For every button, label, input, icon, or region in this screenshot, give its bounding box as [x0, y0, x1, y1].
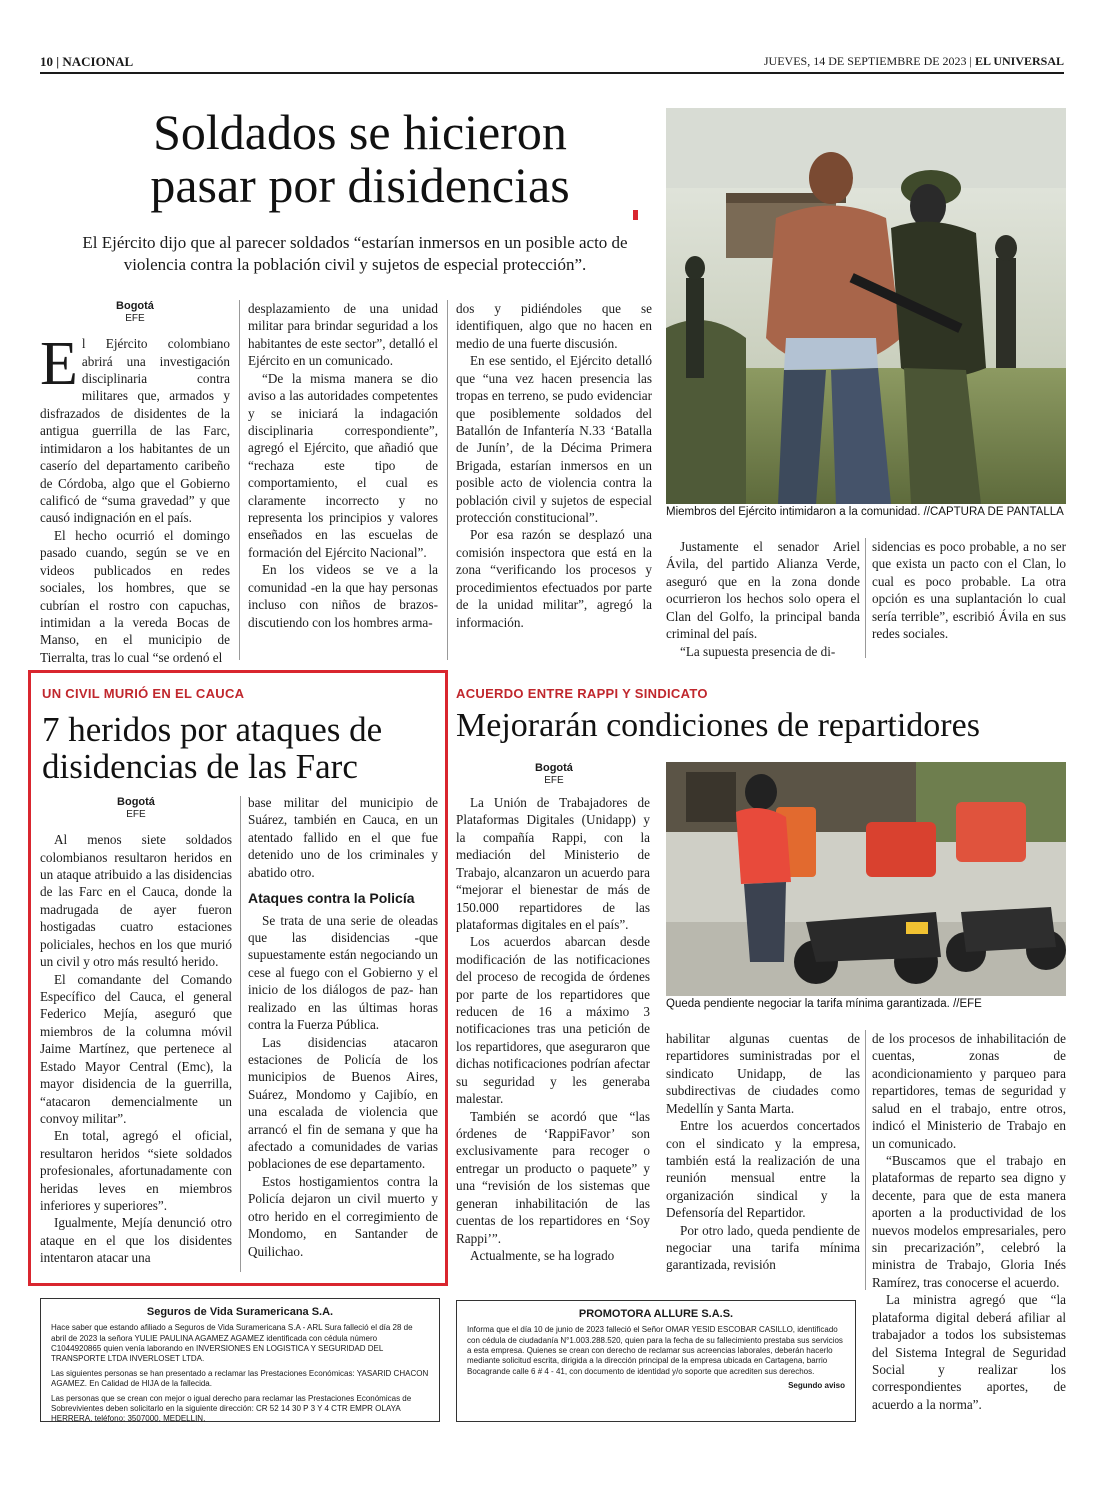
main-paragraph-10: “La supuesta presencia de di-: [680, 643, 836, 659]
main-paragraph-2: El hecho ocurrió el domingo pasado cuando, según se ve en videos publicados en redes sociales, los hombres, que se cubrían el rostro con capuchas, intimidan a la vereda Bocas de Manso, en el municipio de Tierralta, tras lo cual “se ordenó el: [40, 527, 230, 665]
column-rule: [240, 796, 241, 1272]
cauca-subhead: Ataques contra la Policía: [248, 890, 415, 907]
caption-credit: //EFE: [953, 998, 982, 1010]
main-headline-line2: pasar por disidencias: [150, 156, 570, 213]
main-col-3: [456, 300, 652, 631]
cauca-paragraph-1: Al menos siete soldados colombianos resultaron heridos en un ataque atribuido a las disidencias de las Farc en el Cauca, donde la madrugada de ayer fueron hostigadas cuatro estaciones policiales, hechos en los que murió un civil y otro más resultó herido.: [40, 832, 232, 970]
soldiers-photo: [666, 108, 1066, 504]
column-rule: [239, 300, 240, 660]
rappi-paragraph-4: Actualmente, se ha logrado: [470, 1247, 615, 1263]
delivery-photo-illustration: [666, 762, 1066, 996]
ad-left-p3: Las personas que se crean con mejor o igual derecho para reclamar las Prestaciones Económicas de Sobrevivientes deben solicitarlo en la siguiente dirección: CR 52 14 30 P 3 Y 4 CTR EMPR OLAYA HERRERA, teléfono: 3507000, MEDELLIN.: [51, 1393, 412, 1424]
rappi-byline: [456, 762, 652, 787]
main-paragraph-5: En los videos se ve a la comunidad -en la que hay personas incluso con niños de brazos- discutiendo con los hombres arma-: [248, 562, 438, 630]
rappi-paragraph-6: Entre los acuerdos concertados con el sindicato y la empresa, también está la realización de una reunión mensual entre la organización sindical y la Defensoría del Repartidor.: [666, 1118, 860, 1221]
date: JUEVES, 14 DE SEPTIEMBRE DE 2023 |: [763, 54, 972, 68]
main-headline: [60, 106, 660, 211]
cauca-paragraph-5: base militar del municipio de Suárez, también en Cauca, en un atentado fallido en el que fue detenido uno de los criminales y abatido otro.: [248, 795, 438, 880]
rappi-agency: EFE: [544, 775, 564, 787]
cauca-headline-line1: 7 heridos por ataques de: [42, 710, 383, 749]
main-paragraph-9: Justamente el senador Ariel Ávila, del partido Alianza Verde, aseguró que en la zona donde ocurrieron los hechos solo opera el Clan del Golfo, la principal banda criminal del país.: [666, 539, 860, 642]
main-dateline: Bogotá: [116, 300, 154, 312]
main-paragraph-4: “De la misma manera se dio aviso a las autoridades competentes y se iniciará la indagación disciplinaria correspondiente”, agregó el Ejército, que añadió que “rechaza este tipo de comportamiento, el cual es claramente incorrecto y no representa los principios y valores enseñados en las escuelas de formación del Ejército Nacional”.: [248, 370, 438, 560]
main-paragraph-1: [40, 330, 230, 527]
caption-text: Miembros del Ejército intimidaron a la comunidad.: [666, 506, 921, 518]
rappi-paragraph-8: de los procesos de inhabilitación de cuentas, zonas de acondicionamiento y parqueo para repartidores, temas de seguridad y salud en el trabajo, entre otros, indicó el Ministerio de Trabajo en un comunicado.: [872, 1031, 1066, 1151]
main-headline-line1: Soldados se hicieron: [153, 104, 567, 160]
cauca-paragraph-6: Se trata de una serie de oleadas que las disidencias -que supuestamente están negociando un cese al fuego con el Gobierno y el inicio de los diálogos de paz- han realizado en las últimas horas contra la Fuerza Pública.: [248, 912, 438, 1033]
rappi-col-1: [456, 794, 650, 1264]
ad-right-footer: Segundo aviso: [788, 1381, 845, 1391]
soldiers-photo-illustration: [666, 108, 1066, 504]
main-paragraph-11: sidencias es poco probable, a no ser que exista un pacto con el Clan, lo cual es poco probable. La otra opción es una suplantación lo cual sería terrible”, escribió Ávila en sus redes sociales.: [872, 539, 1066, 642]
column-rule: [865, 1030, 866, 1290]
rappi-paragraph-7: Por otro lado, queda pendiente de negociar una tarifa mínima garantizada, revisión: [666, 1222, 860, 1273]
red-accent-mark: [633, 210, 638, 220]
caption-text: Queda pendiente negociar la tarifa mínima garantizada.: [666, 998, 950, 1010]
cauca-agency: EFE: [126, 809, 146, 821]
rappi-paragraph-9: “Buscamos que el trabajo en plataformas de reparto sea digno y decente, para que de esta manera aporten a la productividad de los nuevos modelos empresariales, pero sin precarización”, celebró la ministra de Trabajo, Gloria Inés Ramírez, tras conocerse el acuerdo.: [872, 1152, 1066, 1290]
rappi-dateline: Bogotá: [535, 762, 573, 774]
main-col-4: [666, 538, 860, 660]
rappi-paragraph-3: También se acordó que “las órdenes de ‘RappiFavor’ son exclusivamente para recoger o entregar un producto o paquete” y una “revisión de los sistemas que generan inhabilitación de las cuentas de los repartidores en ‘Soy Rappi’”.: [456, 1108, 650, 1246]
cauca-col-2: [248, 794, 438, 1260]
column-rule: [447, 300, 448, 660]
main-paragraph-3: desplazamiento de una unidad militar para brindar seguridad a los habitantes de este sector”, detalló el Ejército en un comunicado.: [248, 301, 438, 369]
main-agency: EFE: [125, 313, 145, 325]
page-header: [40, 52, 1064, 74]
ad-right-body: Informa que el día 10 de junio de 2023 falleció el Señor OMAR YESID ESCOBAR CASILLO, identificado con cédula de ciudadanía N°1.003.288.520, quien para la fecha de su fallecimiento prestaba sus servicios a esta empresa. Quienes se crean con derecho de reclamar sus acreencias laborales, deberán hacerlo mediante solicitud escrita, dirigida a la dirección principal de la empresa ubicada en Cartagena, barrio Bocagrande calle 6 # 4 - 41, con documento de identidad y/o soporte que acrediten sus derechos.: [467, 1325, 843, 1376]
cauca-paragraph-7: Las disidencias atacaron estaciones de Policía de los municipios de Buenos Aires, Suárez, Mondomo y Cajibío, en una escalada de violencia que arrancó el fin de semana y que ha afectado a comunidades de varias poblaciones de ese departamento.: [248, 1034, 438, 1172]
cauca-paragraph-3: En total, agregó el oficial, resultaron heridos “siete soldados profesionales, afortunadamente con heridas leves en miembros inferiores y superiores”.: [40, 1128, 232, 1214]
main-col-2: [248, 300, 438, 631]
ad-promotora-allure: [456, 1300, 856, 1422]
main-col-1: [40, 300, 230, 666]
rappi-col-2: [666, 1030, 860, 1274]
ad-left-p2: Las siguientes personas se han presentado a reclamar las Prestaciones Económicas: YASARID CHACON AGAMEZ. En Calidad de HIJA de la fallecida.: [51, 1368, 429, 1389]
paper-name: EL UNIVERSAL: [974, 54, 1064, 68]
cauca-col-1: [40, 796, 232, 1267]
main-paragraph-1-text: l Ejército colombiano abrirá una investigación disciplinaria contra militares que, armados y disfrazados de disidentes de la antigua guerrilla de las Farc, intimidaron a los habitantes de un caserío del departamento caribeño de Córdoba, algo que el Gobierno calificó de “suma gravedad” y que causó indignación en el país.: [40, 336, 230, 526]
main-deck: El Ejército dijo que al parecer soldados “estarían inmersos en un posible acto de violencia contra la población civil y sujetos de especial protección”.: [82, 233, 628, 275]
main-byline: [40, 300, 230, 325]
main-paragraph-7: En ese sentido, el Ejército detalló que “una vez hacen presencia las tropas en terreno, se pudo evidenciar que posiblemente soldados del Batallón de Infantería N.33 ‘Batalla de Junín’, de la Décima Primera Brigada, estarían inmersos en un posible acto de violencia contra la población civil y sujetos de especial protección constitucional”.: [456, 353, 652, 526]
ad-right-title: PROMOTORA ALLURE S.A.S.: [578, 1308, 734, 1320]
column-rule: [865, 538, 866, 658]
delivery-photo-caption: [666, 998, 1066, 1010]
cauca-byline: [40, 796, 232, 821]
rappi-paragraph-5: habilitar algunas cuentas de repartidores suministradas por el sindicato Unidapp, de las subdirectivas de ciudades como Medellín y Santa Marta.: [666, 1031, 860, 1116]
cauca-headline-line2: disidencias de las Farc: [42, 746, 358, 786]
dropcap: E: [40, 330, 78, 399]
rappi-headline: Mejorarán condiciones de repartidores: [456, 707, 980, 744]
cauca-paragraph-4: Igualmente, Mejía denunció otro ataque en el que los disidentes intentaron atacar una: [40, 1215, 232, 1266]
rappi-paragraph-2: Los acuerdos abarcan desde modificación de las notificaciones del proceso de recogida de órdenes por parte de los repartidores que reducen de 16 a máximo 3 notificaciones tras una petición de los repartidores, que aseguraron que dichas notificaciones podrían afectar su seguridad y les generaba malestar.: [456, 934, 650, 1107]
ad-left-title: Seguros de Vida Suramericana S.A.: [146, 1306, 334, 1318]
ad-suramericana: [40, 1298, 440, 1422]
date-and-paper: [764, 54, 1064, 69]
soldiers-photo-caption: [666, 506, 1066, 518]
rappi-kicker: ACUERDO ENTRE RAPPI Y SINDICATO: [456, 686, 708, 701]
rappi-col-3: [872, 1030, 1066, 1413]
delivery-photo: [666, 762, 1066, 996]
main-paragraph-8: Por esa razón se desplazó una comisión inspectora que está en la zona “verificando los procesos y procedimientos efectuados por parte de la unidad militar”, agregó la información.: [456, 527, 652, 630]
main-col-5: [872, 538, 1066, 643]
main-paragraph-6: dos y pidiéndoles que se identifiquen, algo que no hacen en medio de una fuerte discusión.: [456, 301, 652, 351]
cauca-paragraph-2: El comandante del Comando Específico del Cauca, el general Federico Mejía, aseguró que miembros de la columna móvil Jaime Martínez, que pertenece al Estado Mayor Central (Emc), la mayor disidencia de la guerrilla, “atacaron demencialmente un convoy militar”.: [40, 971, 232, 1126]
cauca-paragraph-8: Estos hostigamientos contra la Policía dejaron un civil muerto y otro herido en el corregimiento de Mondomo, en Santander de Quilichao.: [248, 1173, 438, 1259]
page-section: 10 | NACIONAL: [40, 54, 134, 69]
rappi-paragraph-1: La Unión de Trabajadores de Plataformas Digitales (Unidapp) y la compañía Rappi, con la mediación del Ministerio de Trabajo, alcanzaron un acuerdo para “mejorar el bienestar de más de 150.000 repartidores de las plataformas digitales en el país”.: [456, 795, 650, 932]
ad-left-p1: Hace saber que estando afiliado a Seguros de Vida Suramericana S.A - ARL Sura falleció el día 28 de abril de 2023 la señora YULIE PAULINA AGAMEZ AGAMEZ identificada con cédula número C1044920865 quien venía laborando en INVERSIONES EN LOGISTICA Y SEGURIDAD DEL TRANSPORTE LTDA INVERLOSET LTDA.: [51, 1323, 413, 1364]
rappi-paragraph-10: La ministra agregó que “la plataforma digital deberá afiliar al trabajador a todos los subsistemas del Sistema Integral de Seguridad Social y realizar los correspondientes aportes, de acuerdo a la norma”.: [872, 1292, 1066, 1412]
caption-credit: //CAPTURA DE PANTALLA: [923, 506, 1064, 518]
cauca-kicker: UN CIVIL MURIÓ EN EL CAUCA: [42, 686, 245, 701]
cauca-dateline: Bogotá: [117, 796, 155, 808]
cauca-headline: [42, 712, 442, 786]
